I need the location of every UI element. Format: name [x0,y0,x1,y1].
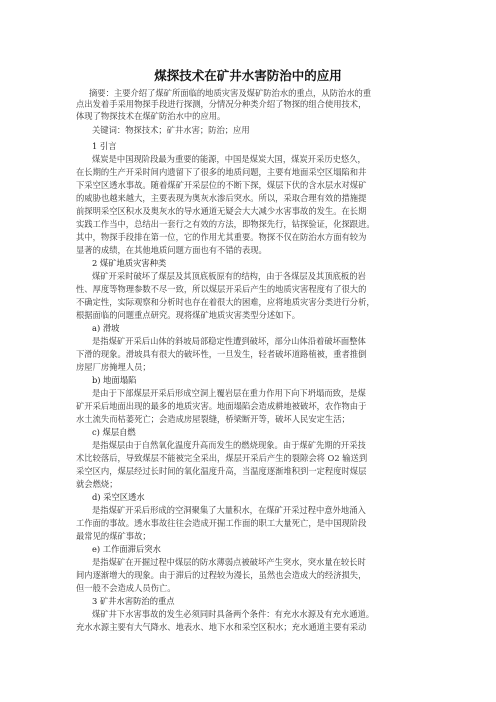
body-line: 在长期的生产开采时间内遗留下了很多的地质问题，主要有地面采空区塌陷和井 [76,167,367,177]
body-line: 下采空区透水事故。随着煤矿开采层位的不断下探，煤层下伏的含水层水对煤矿 [76,180,367,190]
abstract-line: 摘要：主要介绍了煤矿所面临的地质灾害及煤矿防治水的重点，从防治水的重 [89,88,372,98]
body-line: 煤炭是中国现阶段最为重要的能源，中国是煤炭大国，煤炭开采历史悠久， [92,154,366,164]
item-heading: a) 滑坡 [92,323,120,333]
body-line: 其中，物探手段排在第一位，它的作用尤其重要。物探不仅在防治水方面有较为 [76,232,367,242]
body-line: 就会燃烧； [76,479,118,489]
section-heading: 3 矿井水害防治的重点 [92,596,175,606]
body-line: 实践工作当中，总结出一套行之有效的方法，即物探先行，钻探验证，化探跟进。 [76,219,375,229]
abstract-line: 体现了物探技术在煤矿防治水中的应用。 [76,111,226,121]
body-line: 是由于下部煤层开采后形成空洞上覆岩层在重力作用下向下坍塌而致，是煤 [92,388,366,398]
body-line: 的威胁也越来越大，主要表现为奥灰水渗后突水。所以，采取合理有效的措施提 [76,193,367,203]
body-line: 水土流失而枯萎死亡；会造成房屋裂缝，桥梁断开等，破坏人民安定生活； [76,414,350,424]
body-line: 间内逐渐增大的现象。由于滞后的过程较为漫长，虽然也会造成大的经济损失， [76,570,367,580]
body-line: 采空区内，煤层经过长时间的氧化温度升高，当温度逐渐堆积到一定程度时煤层 [76,466,367,476]
document-title: 煤探技术在矿井水害防治中的应用 [154,68,342,83]
body-line: 不确定性，实际观察和分析时也存在着很大的困难，应将地质灾害分类进行分析， [76,297,375,307]
body-line: 充水水源主要有大气降水、地表水、地下水和采空区积水；充水通道主要有采动 [76,622,367,632]
body-line: 前探明采空区积水及奥灰水的导水通道无疑会大大减少水害事故的发生。在长期 [76,206,367,216]
body-line: 是指煤矿在开掘过程中煤层的防水薄弱点被破坏产生突水，突水量在较长时 [92,557,366,567]
abstract-line: 点出发着手采用物探手段进行探测，分情况分种类介绍了物探的组合使用技术， [76,99,367,109]
body-line: 根据面临的问题重点研究。现将煤矿地质灾害类型分述如下。 [76,310,301,320]
body-line: 最常见的煤矿事故； [76,531,151,541]
body-line: 工作面的事故。透水事故往往会造成开掘工作面的职工大量死亡，是中国现阶段 [76,518,367,528]
body-line: 性、厚度等物理参数不尽一致，所以煤层开采后产生的地质灾害程度有了很大的 [76,284,367,294]
body-line: 下滑的现象。滑坡具有很大的破坏性，一旦发生，轻者破坏道路植被，重者推倒 [76,349,367,359]
body-line: 煤矿井下水害事故的发生必须同时具备两个条件：有充水水源及有充水通道。 [92,609,375,619]
body-line: 是指煤矿开采后山体的斜坡局部稳定性遭到破坏，部分山体沿着破坏面整体 [92,336,366,346]
section-heading: 1 引言 [92,141,117,151]
body-line: 显著的成绩，在其他地质问题方面也有不错的表现。 [76,245,267,255]
item-heading: c) 煤层自燃 [92,427,136,437]
body-line: 煤矿开采时破坏了煤层及其顶底板原有的结构，由于各煤层及其顶底板的岩 [92,271,366,281]
body-line: 术比较落后，导致煤层不能被完全采出，煤层开采后产生的裂隙会将 O2 输送到 [76,453,368,463]
item-heading: b) 地面塌陷 [92,375,137,385]
body-line: 矿开采后地面出现的最多的地质灾害。地面塌陷会造成耕地被破坏，农作物由于 [76,401,367,411]
body-line: 但一般不会造成人员伤亡。 [76,583,176,593]
body-line: 是指煤矿开采后形成的空洞聚集了大量积水，在煤矿开采过程中意外地涌入 [92,505,366,515]
keywords-line: 关键词：物探技术；矿井水害；防治；应用 [92,125,250,135]
item-heading: e) 工作面滞后突水 [92,544,161,554]
body-line: 是指煤层由于自然氧化温度升高而发生的燃烧现象。由于煤矿先期的开采技 [92,440,366,450]
item-heading: d) 采空区透水 [92,492,145,502]
section-heading: 2 煤矿地质灾害种类 [92,258,167,268]
body-line: 房屋厂房掩埋人员； [76,362,151,372]
